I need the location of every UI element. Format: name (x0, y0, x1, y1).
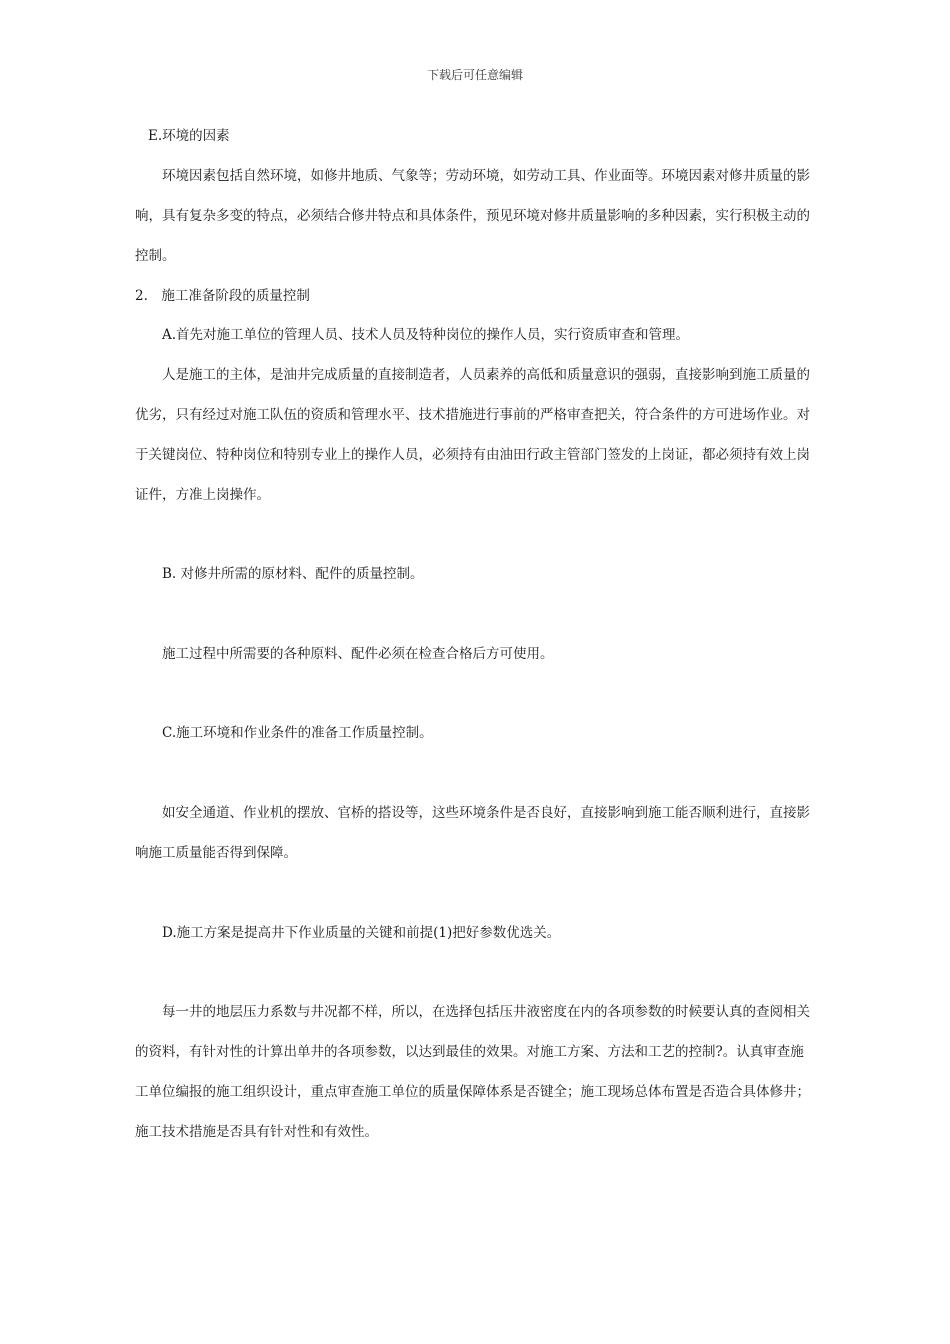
paragraph-a-body: 人是施工的主体，是油井完成质量的直接制造者，人员素养的高低和质量意识的强弱，直接影响到施工质量的优劣，只有经过对施工队伍的资质和管理水平、技术措施进行事前的严格审查把关，符合条件的方可进场作业。对于关键岗位、特种岗位和特别专业上的操作人员，必须持有由油田行政主管部门签发的上岗证，都必须持有效上岗证件，方准上岗操作。 (135, 367, 810, 503)
page-header: 下载后可任意编辑 (426, 68, 523, 82)
paragraph-b-body: 施工过程中所需要的各种原料、配件必须在检查合格后方可使用。 (162, 646, 554, 662)
paragraph-d-body: 每一井的地层压力系数与井况都不样，所以，在选择包括压井液密度在内的各项参数的时候要认真的查阅相关的资料，有针对性的计算出单井的各项参数，以达到最佳的效果。对施工方案、方法和工艺的控制?。认真审查施工单位编报的施工组织设计，重点审查施工单位的质量保障体系是否键全；施工现场总体布置是否造合具体修井；施工技术措施是否具有针对性和有效性。 (135, 1004, 810, 1140)
paragraph-d-heading: D.施工方案是提高井下作业质量的关键和前提(1)把好参数优选关。 (162, 925, 561, 941)
paragraph-env-body: 环境因素包括自然环境，如修井地质、气象等；劳动环境，如劳动工具、作业面等。环境因素对修井质量的影响，具有复杂多变的特点，必须结合修井特点和具体条件，预见环境对修井质量影响的多种因素，实行积极主动的控制。 (135, 168, 810, 264)
paragraph-a-heading: A.首先对施工单位的管理人员、技术人员及特种岗位的操作人员，实行资质审查和管理。 (162, 327, 690, 343)
paragraph-c-body: 如安全通道、作业机的摆放、官桥的搭设等，这些环境条件是否良好，直接影响到施工能否顺利进行，直接影响施工质量能否得到保障。 (135, 805, 810, 861)
paragraph-env-heading: E.环境的因素 (148, 128, 230, 144)
paragraph-c-heading: C.施工环境和作业条件的准备工作质量控制。 (162, 725, 433, 741)
paragraph-b-heading: B. 对修井所需的原材料、配件的质量控制。 (162, 566, 424, 582)
section-heading-prep-stage: 2. 施工准备阶段的质量控制 (135, 288, 310, 304)
